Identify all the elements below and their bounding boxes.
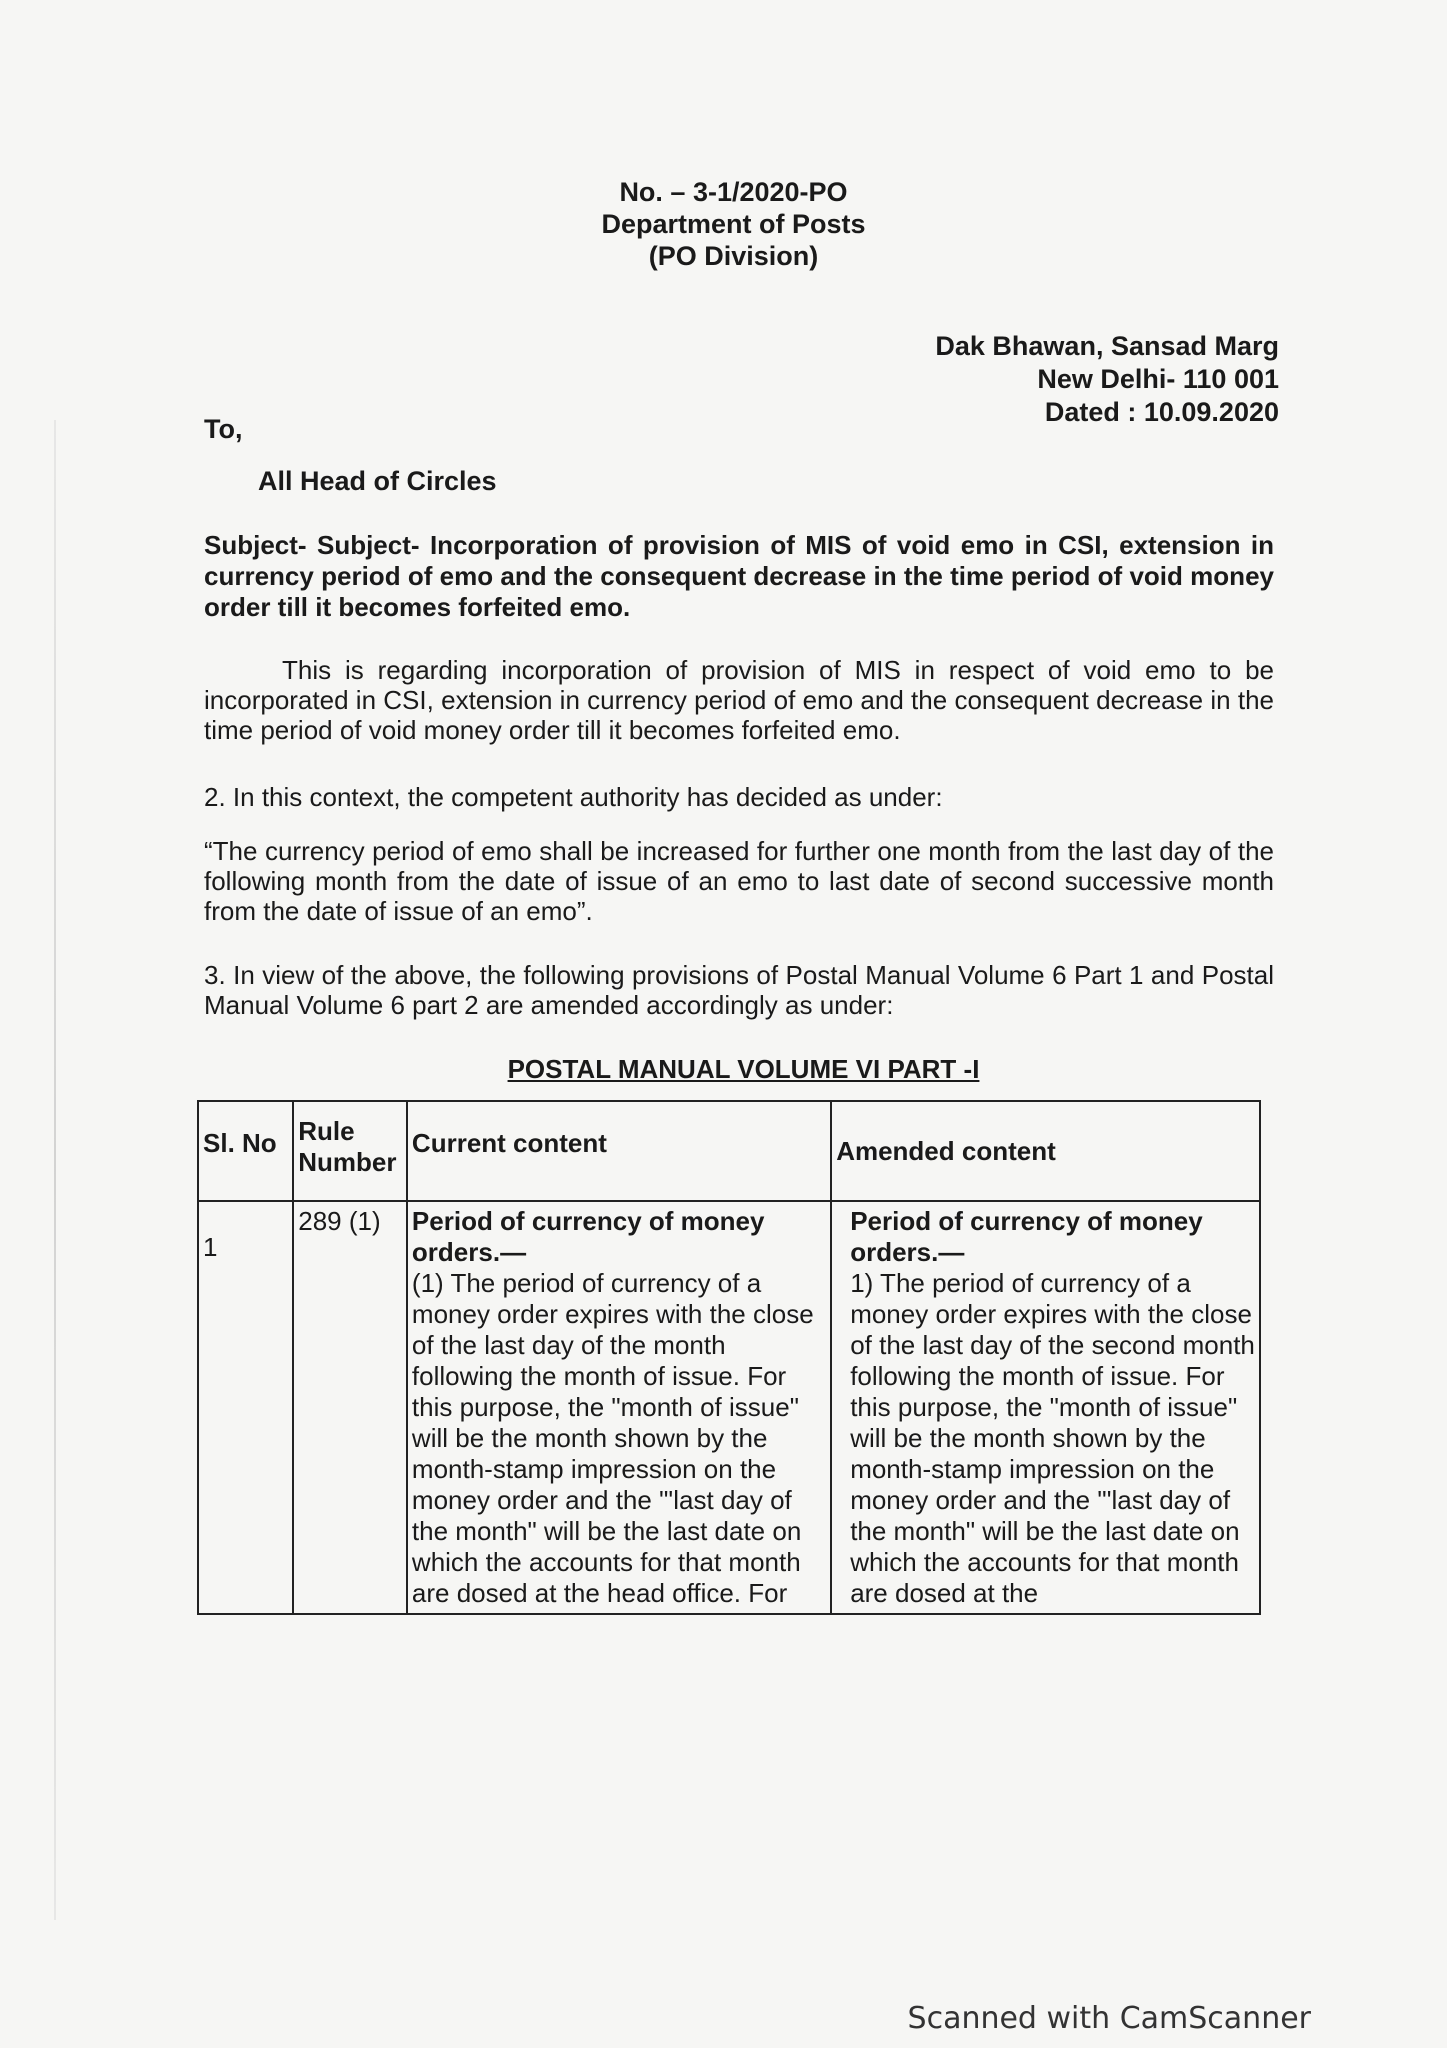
date-line: Dated : 10.09.2020: [1044, 397, 1279, 427]
current-text: (1) The period of currency of a money order expires with the close of the last day of the month following the month of issue. For this purpose, the "month of issue" will be the month shown by the month-stamp impression on the money order and the "'last day of the month" will be the last date on which the accounts for that month are dosed at the head office. For: [411, 1268, 814, 1608]
cell-current-content: [407, 1201, 831, 1614]
manual-title: POSTAL MANUAL VOLUME VI PART -I: [507, 1054, 980, 1084]
scan-margin-artifact: [54, 420, 56, 1920]
paragraph-2: 2. In this context, the competent authority has decided as under:: [204, 782, 943, 812]
amended-heading: Period of currency of money orders.—: [850, 1206, 1203, 1267]
address-line-1: Dak Bhawan, Sansad Marg: [935, 331, 1279, 361]
recipient: All Head of Circles: [258, 466, 497, 496]
address-line-2: New Delhi- 110 001: [1037, 364, 1279, 394]
header-sl-no: Sl. No: [198, 1101, 293, 1201]
letter-header: [0, 176, 1447, 272]
scanner-watermark: Scanned with CamScanner: [907, 2001, 1311, 2036]
table-header-row: [198, 1101, 1260, 1201]
current-heading: Period of currency of money orders.—: [411, 1206, 765, 1267]
header-rule-number: Rule Number: [293, 1101, 407, 1201]
table-row: [198, 1201, 1260, 1614]
cell-sl-no: 1: [198, 1201, 293, 1614]
reference-number: No. – 3-1/2020-PO: [619, 177, 848, 207]
division-name: (PO Division): [648, 241, 819, 271]
paragraph-4: 3. In view of the above, the following provisions of Postal Manual Volume 6 Part 1 and Postal Manual Volume 6 part 2 are amended accordingly as under:: [204, 960, 1274, 1020]
amendment-table: [197, 1100, 1261, 1615]
cell-rule-number: 289 (1): [293, 1201, 407, 1614]
paragraph-3-quote: “The currency period of emo shall be increased for further one month from the last day of the following month from the date of issue of an emo to last date of second successive month from the date of issue of an emo”.: [204, 836, 1274, 926]
subject-line: Subject- Subject- Incorporation of provision of MIS of void emo in CSI, extension in currency period of emo and the consequent decrease in the time period of void money order till it becomes forfeited emo.: [204, 530, 1274, 622]
header-current-content: Current content: [407, 1101, 831, 1201]
paragraph-1: This is regarding incorporation of provision of MIS in respect of void emo to be incorporated in CSI, extension in currency period of emo and the consequent decrease in the time period of void money order till it becomes forfeited emo.: [204, 655, 1274, 745]
amended-text: 1) The period of currency of a money order expires with the close of the last day of the second month following the month of issue. For this purpose, the "month of issue" will be the month shown by the month-stamp impression on the money order and the "'last day of the month" will be the last date on which the accounts for that month are dosed at the: [850, 1268, 1255, 1608]
department-name: Department of Posts: [601, 209, 866, 239]
to-label: To,: [204, 414, 243, 444]
cell-amended-content: [831, 1201, 1260, 1614]
header-amended-content: Amended content: [831, 1101, 1260, 1201]
sender-address: [935, 330, 1279, 429]
